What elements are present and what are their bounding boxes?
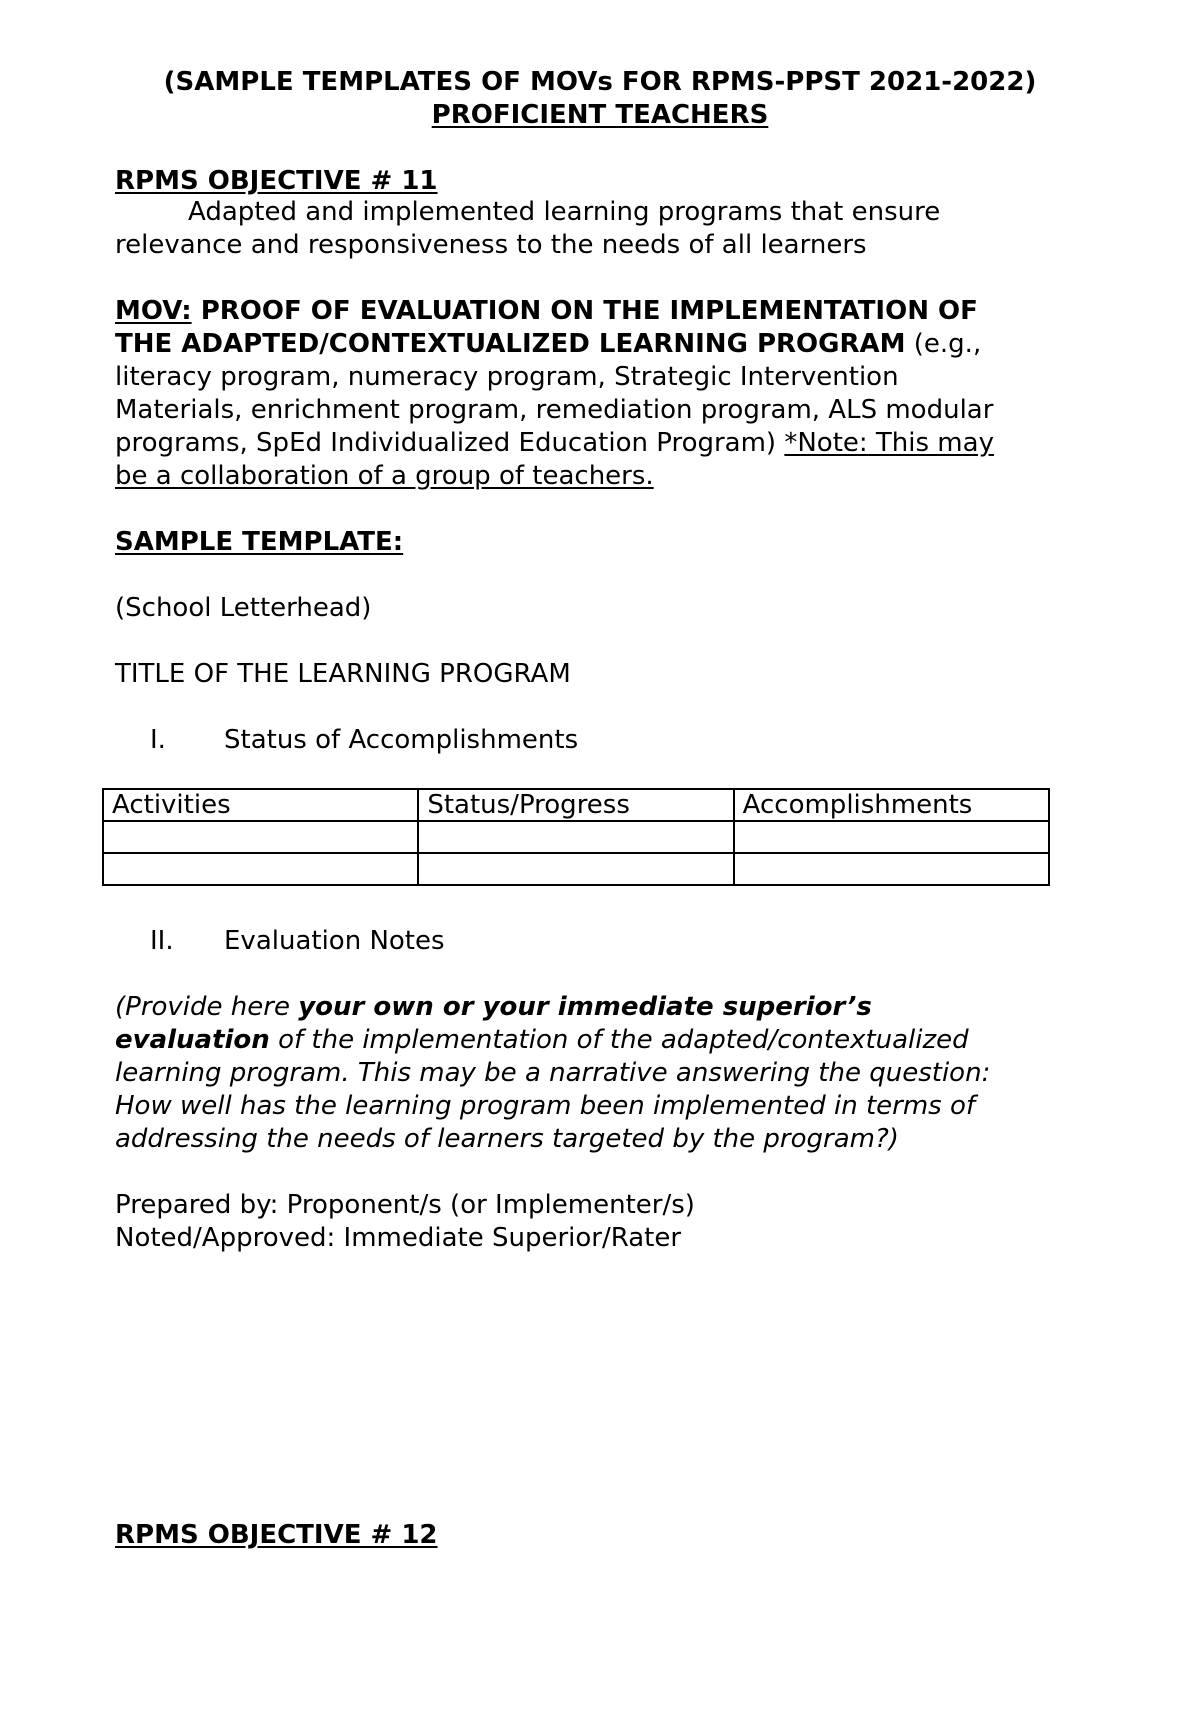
document-title: (SAMPLE TEMPLATES OF MOVs FOR RPMS-PPST 2021-2022) — [163, 67, 1037, 97]
table-cell — [734, 853, 1049, 885]
table-cell — [418, 853, 733, 885]
table-cell — [103, 821, 418, 853]
table-row — [103, 853, 1049, 885]
evaluation-line-5: addressing the needs of learners targeted by the program?) — [115, 1124, 899, 1154]
status-table — [102, 788, 1050, 886]
table-cell — [418, 821, 733, 853]
table-header-row — [103, 789, 1049, 821]
table-row — [103, 821, 1049, 853]
prepared-by: Prepared by: Proponent/s (or Implementer/s) — [115, 1190, 695, 1220]
table-cell — [103, 853, 418, 885]
table-header-accomplishments: Accomplishments — [734, 789, 1049, 821]
mov-line-3: literacy program, numeracy program, Strategic Intervention — [115, 362, 899, 392]
evaluation-line-4: How well has the learning program been implemented in terms of — [115, 1091, 976, 1121]
section-1-title: Status of Accomplishments — [224, 725, 579, 755]
table-header-status: Status/Progress — [418, 789, 733, 821]
mov-line-1: MOV: PROOF OF EVALUATION ON THE IMPLEMENTATION OF — [115, 296, 978, 326]
sample-template-heading: SAMPLE TEMPLATE: — [115, 527, 404, 557]
evaluation-line-3: learning program. This may be a narrative answering the question: — [115, 1058, 991, 1088]
mov-note-line-2: be a collaboration of a group of teachers. — [115, 461, 654, 491]
mov-line-5: programs, SpEd Individualized Education Program) *Note: This may — [115, 428, 994, 458]
section-2-number: II. — [150, 926, 174, 956]
section-1-number: I. — [150, 725, 166, 755]
objective-11-heading: RPMS OBJECTIVE # 11 — [115, 166, 438, 196]
school-letterhead: (School Letterhead) — [115, 593, 372, 623]
mov-label: MOV: — [115, 296, 192, 326]
learning-program-title: TITLE OF THE LEARNING PROGRAM — [115, 659, 571, 689]
objective-12-heading: RPMS OBJECTIVE # 12 — [115, 1520, 438, 1550]
table-header-activities: Activities — [103, 789, 418, 821]
objective-11-description-line-1: Adapted and implemented learning programs that ensure — [188, 197, 941, 227]
mov-line-4: Materials, enrichment program, remediation program, ALS modular — [115, 395, 994, 425]
noted-approved-by: Noted/Approved: Immediate Superior/Rater — [115, 1223, 682, 1253]
document-subtitle: PROFICIENT TEACHERS — [431, 100, 769, 130]
evaluation-line-2: evaluation of the implementation of the adapted/contextualized — [115, 1025, 969, 1055]
table-cell — [734, 821, 1049, 853]
mov-line-2: THE ADAPTED/CONTEXTUALIZED LEARNING PROGRAM (e.g., — [115, 329, 982, 359]
objective-11-description-line-2: relevance and responsiveness to the needs of all learners — [115, 230, 867, 260]
evaluation-line-1: (Provide here your own or your immediate superior’s — [115, 992, 872, 1022]
mov-note: *Note: This may — [784, 428, 994, 458]
section-2-title: Evaluation Notes — [224, 926, 445, 956]
